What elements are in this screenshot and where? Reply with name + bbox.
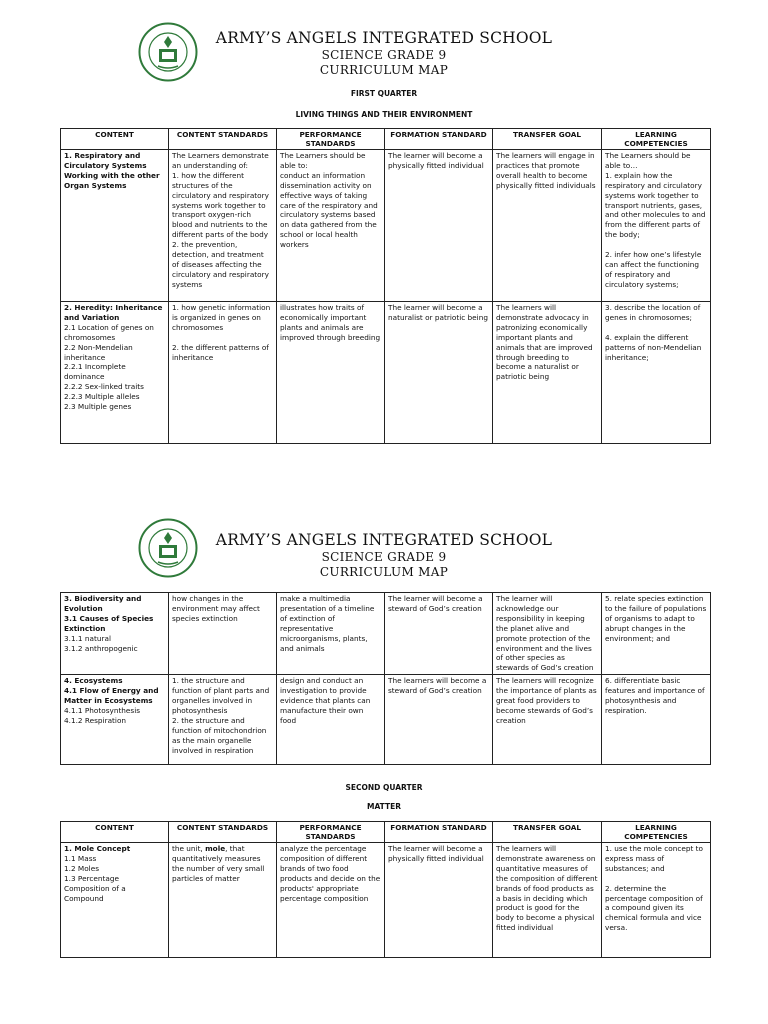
content-item: 1.2 Moles — [64, 863, 100, 873]
transfer-goal-cell: The learners will demonstrate advocacy in patronizing economically important plants and animals that are improved through breeding to become a naturalist or patriotic being — [493, 302, 602, 444]
content-standards-cell — [169, 302, 277, 444]
content-item: 4.1.1 Photosynthesis — [64, 705, 141, 715]
content-standard: 2. the different patterns of inheritance — [172, 342, 269, 362]
cs-text: the unit, — [172, 844, 206, 853]
content-standard: 1. how genetic information is organized in genes on chromosomes — [172, 303, 271, 332]
content-item: 1.3 Percentage Composition of a Compound — [64, 873, 126, 903]
column-header: FORMATION STANDARD — [385, 129, 493, 150]
learning-competencies-cell — [602, 843, 711, 958]
school-seal-logo — [138, 518, 198, 578]
content-standards-cell: 1. the structure and function of plant parts and organelles involved in photosynthesis 2. the structure and function of mitochondrion as the main organelle involved in respiration — [169, 675, 277, 765]
content-title: 1. Respiratory and Circulatory Systems Working with the other Organ Systems — [64, 151, 160, 190]
content-title: 3. Biodiversity and Evolution — [64, 594, 142, 613]
content-standards-cell — [169, 843, 277, 958]
table-row — [61, 150, 711, 302]
column-header: CONTENT STANDARDS — [169, 129, 277, 150]
competency: 2. determine the percentage composition of a compound given its chemical formula and vice versa. — [605, 883, 703, 933]
page-header — [0, 518, 768, 588]
table-row — [61, 675, 711, 765]
formation-standard-cell: The learners will become a steward of God’s creation — [385, 675, 493, 765]
formation-standard-cell: The learner will become a physically fitted individual — [385, 843, 493, 958]
transfer-goal-cell: The learners will demonstrate awareness on quantitative measures of the composition of different brands of food products as a basis in deciding which product is good for the body to become a physical fitted individual — [493, 843, 602, 958]
quarter-theme: LIVING THINGS AND THEIR ENVIRONMENT — [295, 110, 473, 119]
school-seal-logo — [138, 22, 198, 82]
content-cell — [61, 593, 169, 675]
quarter-label: FIRST QUARTER — [350, 89, 418, 98]
competency: 3. describe the location of genes in chromosomes; — [605, 303, 701, 322]
competency: 4. explain the different patterns of non-Mendelian inheritance; — [605, 332, 702, 362]
content-cell — [61, 843, 169, 958]
performance-standards-cell: make a multimedia presentation of a timeline of extinction of representative microorganisms, plants, and animals — [277, 593, 385, 675]
performance-standards-cell: design and conduct an investigation to provide evidence that plants can manufacture their own food — [277, 675, 385, 765]
learning-competencies-cell: 6. differentiate basic features and importance of photosynthesis and respiration. — [602, 675, 711, 765]
content-cell — [61, 150, 169, 302]
content-item: 2.2.3 Multiple alleles — [64, 392, 140, 402]
content-item: 3.1.1 natural — [64, 633, 111, 643]
formation-standard-cell: The learner will become a steward of God’s creation — [385, 593, 493, 675]
content-title: 2. Heredity: Inheritance and Variation — [64, 303, 163, 322]
content-item: 2.2.1 Incomplete dominance — [64, 362, 126, 382]
table-row — [61, 843, 711, 958]
content-subtitle: 3.1 Causes of Species Extinction — [64, 613, 154, 633]
column-header: CONTENT STANDARDS — [169, 822, 277, 843]
subject-title: SCIENCE GRADE 9 — [321, 48, 447, 62]
column-header: PERFORMANCE STANDARDS — [277, 822, 385, 843]
column-header: CONTENT — [61, 822, 169, 843]
content-subtitle: 4.1 Flow of Energy and Matter in Ecosystems — [64, 686, 159, 706]
competency: 1. use the mole concept to express mass of substances; and — [605, 844, 703, 873]
curriculum-table-first-quarter — [60, 128, 711, 444]
learning-competencies-cell — [602, 302, 711, 444]
header-titles — [200, 22, 568, 78]
content-cell — [61, 302, 169, 444]
performance-standards-cell: analyze the percentage composition of different brands of two food products and decide on the products' appropriate percentage composition — [277, 843, 385, 958]
table-row — [61, 593, 711, 675]
subject-title: SCIENCE GRADE 9 — [321, 550, 447, 564]
table-row — [61, 302, 711, 444]
document-title: CURRICULUM MAP — [319, 565, 449, 579]
quarter-label: SECOND QUARTER — [345, 783, 423, 792]
content-item: 3.1.2 anthropogenic — [64, 643, 138, 653]
curriculum-table-second-quarter — [60, 821, 711, 958]
column-header: LEARNING COMPETENCIES — [602, 129, 711, 150]
transfer-goal-cell: The learners will recognize the importance of plants as great food providers to become stewards of God’s creation — [493, 675, 602, 765]
content-standards-cell: The Learners demonstrate an understanding of: 1. how the different structures of the circulatory and respiratory systems work together to transport oxygen-rich blood and nutrients to the different parts of the body 2. the prevention, detection, and treatment of diseases affecting the circulatory and respiratory systems — [169, 150, 277, 302]
transfer-goal-cell: The learner will acknowledge our responsibility in keeping the planet alive and promote protection of the environment and the lives of other species as stewards of God’s creation — [493, 593, 602, 675]
column-header: LEARNING COMPETENCIES — [602, 822, 711, 843]
cs-bold-term: mole — [205, 844, 226, 853]
content-title: 1. Mole Concept — [64, 844, 131, 853]
competency: The Learners should be able to… 1. explain how the respiratory and circulatory systems work together to transport nutrients, gases, and other molecules to and from the different parts of the body; — [605, 151, 706, 240]
content-item: 4.1.2 Respiration — [64, 715, 127, 725]
content-cell — [61, 675, 169, 765]
column-header: CONTENT — [61, 129, 169, 150]
content-item: 2.1 Location of genes on chromosomes — [64, 322, 154, 342]
document-title: CURRICULUM MAP — [319, 63, 449, 77]
content-item: 2.3 Multiple genes — [64, 402, 132, 412]
column-header: FORMATION STANDARD — [385, 822, 493, 843]
formation-standard-cell: The learner will become a naturalist or patriotic being — [385, 302, 493, 444]
content-item: 2.2.2 Sex-linked traits — [64, 382, 144, 392]
learning-competencies-cell — [602, 150, 711, 302]
column-header: TRANSFER GOAL — [493, 129, 602, 150]
transfer-goal-cell: The learners will engage in practices that promote overall health to become physically fitted individuals — [493, 150, 602, 302]
content-standards-cell: how changes in the environment may affect species extinction — [169, 593, 277, 675]
cs-text: , that quantitatively measures the number of very small particles of matter — [172, 844, 265, 883]
performance-standards-cell: The Learners should be able to: conduct an information dissemination activity on effective ways of taking care of the respiratory and circulatory systems based on data gathered from the school or local health workers — [277, 150, 385, 302]
performance-standards-cell: illustrates how traits of economically important plants and animals are improved through breeding — [277, 302, 385, 444]
learning-competencies-cell: 5. relate species extinction to the failure of populations of organisms to adapt to abrupt changes in the environment; and — [602, 593, 711, 675]
content-title: 4. Ecosystems — [64, 676, 123, 686]
formation-standard-cell: The learner will become a physically fitted individual — [385, 150, 493, 302]
header-titles — [200, 518, 568, 580]
content-item: 2.2 Non-Mendelian inheritance — [64, 342, 133, 362]
column-header: TRANSFER GOAL — [493, 822, 602, 843]
curriculum-table-continued — [60, 592, 711, 765]
column-header: PERFORMANCE STANDARDS — [277, 129, 385, 150]
school-name: ARMY’S ANGELS INTEGRATED SCHOOL — [215, 531, 553, 549]
page-header — [0, 22, 768, 92]
competency: 2. infer how one’s lifestyle can affect the functioning of respiratory and circulatory systems; — [605, 250, 702, 289]
content-item: 1.1 Mass — [64, 853, 97, 863]
quarter-theme: MATTER — [367, 802, 401, 811]
school-name: ARMY’S ANGELS INTEGRATED SCHOOL — [215, 29, 553, 47]
